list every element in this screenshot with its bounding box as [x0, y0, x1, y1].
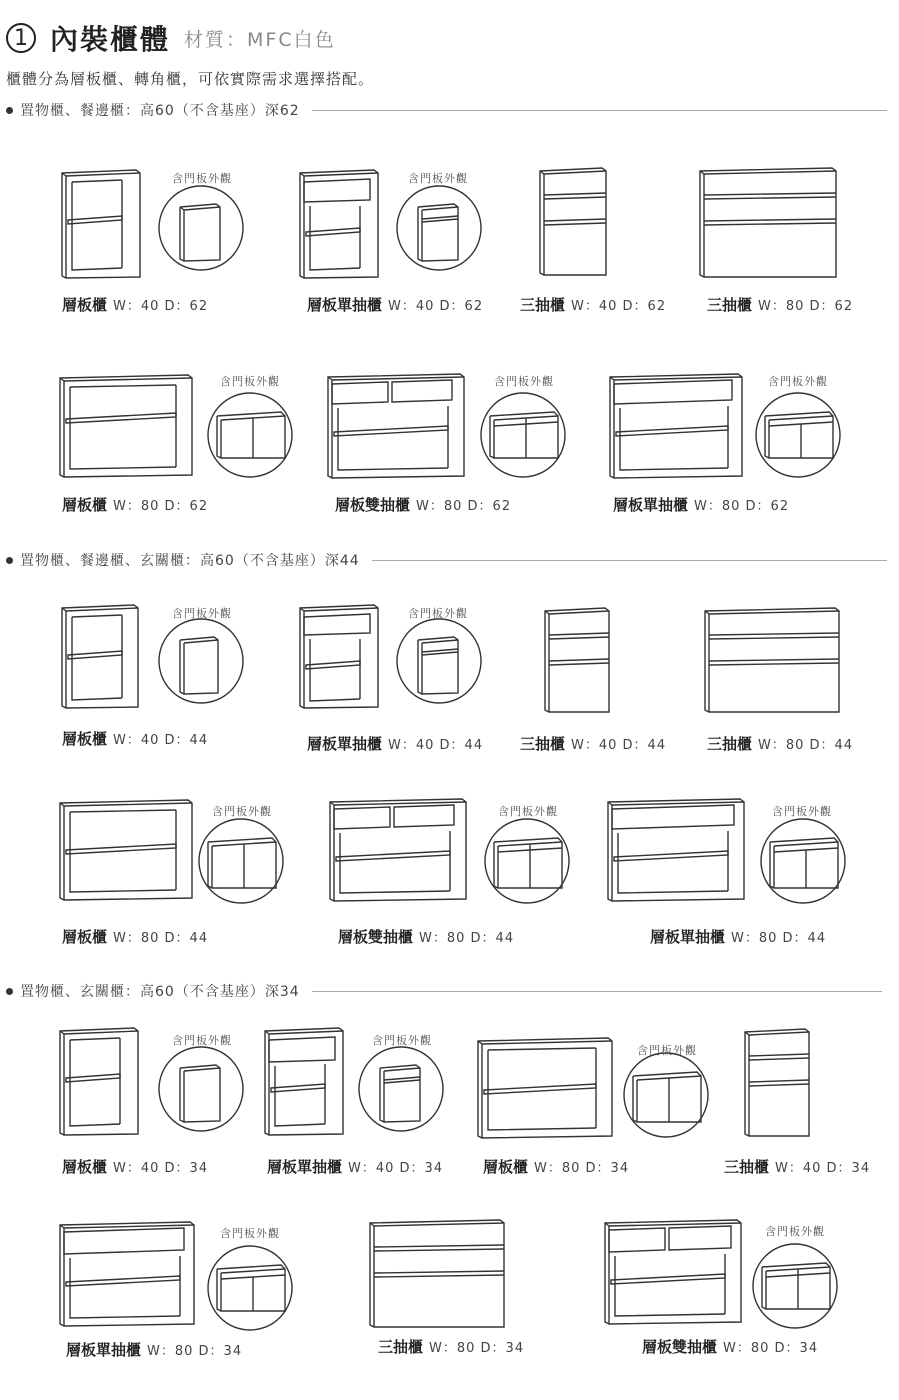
shelf-single-drawer-cabinet-illustration [60, 1220, 200, 1332]
item-label [267, 1156, 443, 1177]
door-preview-circle [752, 1243, 840, 1331]
item-dims: W：80 D：34 [429, 1341, 525, 1356]
door-appearance-label: 含門板外觀 [172, 607, 232, 620]
item-name: 層板櫃 [62, 1158, 108, 1176]
item-name: 層板櫃 [62, 296, 108, 314]
item-name: 三抽櫃 [707, 735, 753, 753]
item-dims: W：80 D：44 [731, 931, 827, 946]
section-number: 1 [6, 23, 36, 53]
item-name: 層板櫃 [62, 496, 108, 514]
shelf-single-drawer-cabinet-illustration [300, 605, 380, 710]
item-dims: W：80 D：62 [113, 499, 209, 514]
door-appearance-label: 含門板外觀 [408, 607, 468, 620]
item-label [613, 494, 789, 515]
item-name: 層板雙抽櫃 [335, 496, 411, 514]
item-label [650, 926, 826, 947]
door-preview-circle [358, 1046, 446, 1134]
three-drawer-cabinet-illustration [370, 1217, 510, 1332]
door-preview-circle [158, 1046, 246, 1134]
material-note: 材質：MFC白色 [184, 28, 336, 51]
door-preview-circle [198, 818, 286, 906]
shelf-single-drawer-cabinet-illustration [265, 1028, 345, 1138]
section-heading-depth44 [6, 550, 887, 570]
door-appearance-label: 含門板外觀 [408, 172, 468, 185]
item-name: 層板雙抽櫃 [642, 1338, 718, 1356]
section-heading-text: 置物櫃、餐邊櫃：高60（不含基座）深62 [20, 103, 300, 119]
item-dims: W：80 D：44 [419, 931, 515, 946]
page-header [6, 18, 336, 58]
section-heading-depth34 [6, 981, 882, 1001]
item-label [307, 733, 483, 754]
item-name: 層板櫃 [483, 1158, 529, 1176]
door-preview-circle [755, 392, 843, 480]
item-dims: W：40 D：34 [775, 1161, 871, 1176]
three-drawer-cabinet-illustration [700, 165, 840, 280]
item-dims: W：40 D：44 [388, 738, 484, 753]
intro-text: 櫃體分為層板櫃、轉角櫃，可依實際需求選擇搭配。 [6, 70, 375, 88]
door-appearance-label: 含門板外觀 [637, 1044, 697, 1057]
item-label [62, 728, 208, 749]
item-name: 三抽櫃 [378, 1338, 424, 1356]
item-dims: W：40 D：34 [348, 1161, 444, 1176]
door-preview-circle [396, 618, 484, 706]
shelf-cabinet-illustration [62, 170, 142, 280]
shelf-cabinet-illustration [60, 373, 195, 483]
door-appearance-label: 含門板外觀 [220, 1227, 280, 1240]
door-appearance-label: 含門板外觀 [765, 1225, 825, 1238]
item-name: 層板單抽櫃 [307, 735, 383, 753]
item-label [335, 494, 511, 515]
three-drawer-cabinet-illustration [545, 605, 615, 715]
item-dims: W：40 D：44 [571, 738, 667, 753]
shelf-single-drawer-cabinet-illustration [608, 797, 748, 907]
item-name: 層板櫃 [62, 928, 108, 946]
divider [312, 991, 882, 992]
three-drawer-cabinet-illustration [540, 165, 610, 280]
door-appearance-label: 含門板外觀 [768, 375, 828, 388]
item-dims: W：40 D：34 [113, 1161, 209, 1176]
divider [372, 560, 887, 561]
item-name: 三抽櫃 [724, 1158, 770, 1176]
item-label [707, 733, 853, 754]
item-dims: W：80 D：34 [723, 1341, 819, 1356]
item-name: 層板單抽櫃 [307, 296, 383, 314]
divider [312, 110, 887, 111]
item-dims: W：80 D：34 [534, 1161, 630, 1176]
door-preview-circle [760, 818, 848, 906]
door-preview-circle [158, 185, 246, 273]
shelf-single-drawer-cabinet-illustration [610, 372, 750, 484]
item-label [483, 1156, 629, 1177]
door-preview-circle [207, 392, 295, 480]
item-dims: W：80 D：62 [416, 499, 512, 514]
item-name: 三抽櫃 [520, 296, 566, 314]
door-preview-circle [484, 818, 572, 906]
item-label [62, 294, 208, 315]
item-label [724, 1156, 870, 1177]
three-drawer-cabinet-illustration [705, 605, 845, 715]
shelf-cabinet-illustration [478, 1036, 618, 1146]
item-dims: W：80 D：62 [694, 499, 790, 514]
item-dims: W：80 D：34 [147, 1344, 243, 1359]
item-name: 三抽櫃 [520, 735, 566, 753]
shelf-double-drawer-cabinet-illustration [328, 372, 468, 484]
shelf-double-drawer-cabinet-illustration [330, 797, 470, 907]
item-label [642, 1336, 818, 1357]
item-label [520, 733, 666, 754]
item-label [307, 294, 483, 315]
door-appearance-label: 含門板外觀 [172, 172, 232, 185]
item-name: 層板櫃 [62, 730, 108, 748]
section-heading-text: 置物櫃、玄關櫃：高60（不含基座）深34 [20, 984, 300, 1000]
item-label [62, 926, 208, 947]
item-dims: W：40 D：44 [113, 733, 209, 748]
item-dims: W：40 D：62 [113, 299, 209, 314]
item-label [66, 1339, 242, 1360]
door-appearance-label: 含門板外觀 [494, 375, 554, 388]
door-appearance-label: 含門板外觀 [172, 1034, 232, 1047]
door-preview-circle [480, 392, 568, 480]
item-name: 層板單抽櫃 [66, 1341, 142, 1359]
item-name: 層板單抽櫃 [650, 928, 726, 946]
shelf-double-drawer-cabinet-illustration [605, 1218, 745, 1330]
shelf-single-drawer-cabinet-illustration [300, 170, 380, 280]
item-name: 層板雙抽櫃 [338, 928, 414, 946]
item-name: 三抽櫃 [707, 296, 753, 314]
three-drawer-cabinet-illustration [745, 1026, 815, 1141]
door-preview-circle [396, 185, 484, 273]
item-dims: W：80 D：44 [113, 931, 209, 946]
door-appearance-label: 含門板外觀 [372, 1034, 432, 1047]
item-label [338, 926, 514, 947]
section-heading-text: 置物櫃、餐邊櫃、玄關櫃：高60（不含基座）深44 [20, 553, 360, 569]
item-dims: W：80 D：44 [758, 738, 854, 753]
bullet-icon [6, 988, 13, 995]
item-label [62, 494, 208, 515]
item-dims: W：40 D：62 [571, 299, 667, 314]
item-name: 層板單抽櫃 [267, 1158, 343, 1176]
page-title: 內裝櫃體 [50, 23, 171, 56]
door-preview-circle [207, 1245, 295, 1333]
shelf-cabinet-illustration [60, 1028, 140, 1138]
section-heading-depth62 [6, 100, 887, 120]
door-appearance-label: 含門板外觀 [212, 805, 272, 818]
bullet-icon [6, 557, 13, 564]
door-appearance-label: 含門板外觀 [772, 805, 832, 818]
item-label [707, 294, 853, 315]
door-appearance-label: 含門板外觀 [220, 375, 280, 388]
item-dims: W：80 D：62 [758, 299, 854, 314]
item-label [378, 1336, 524, 1357]
item-label [62, 1156, 208, 1177]
door-preview-circle [623, 1052, 711, 1140]
door-appearance-label: 含門板外觀 [498, 805, 558, 818]
shelf-cabinet-illustration [62, 605, 142, 710]
item-dims: W：40 D：62 [388, 299, 484, 314]
door-preview-circle [158, 618, 246, 706]
item-label [520, 294, 666, 315]
item-name: 層板單抽櫃 [613, 496, 689, 514]
bullet-icon [6, 107, 13, 114]
shelf-cabinet-illustration [60, 798, 195, 903]
